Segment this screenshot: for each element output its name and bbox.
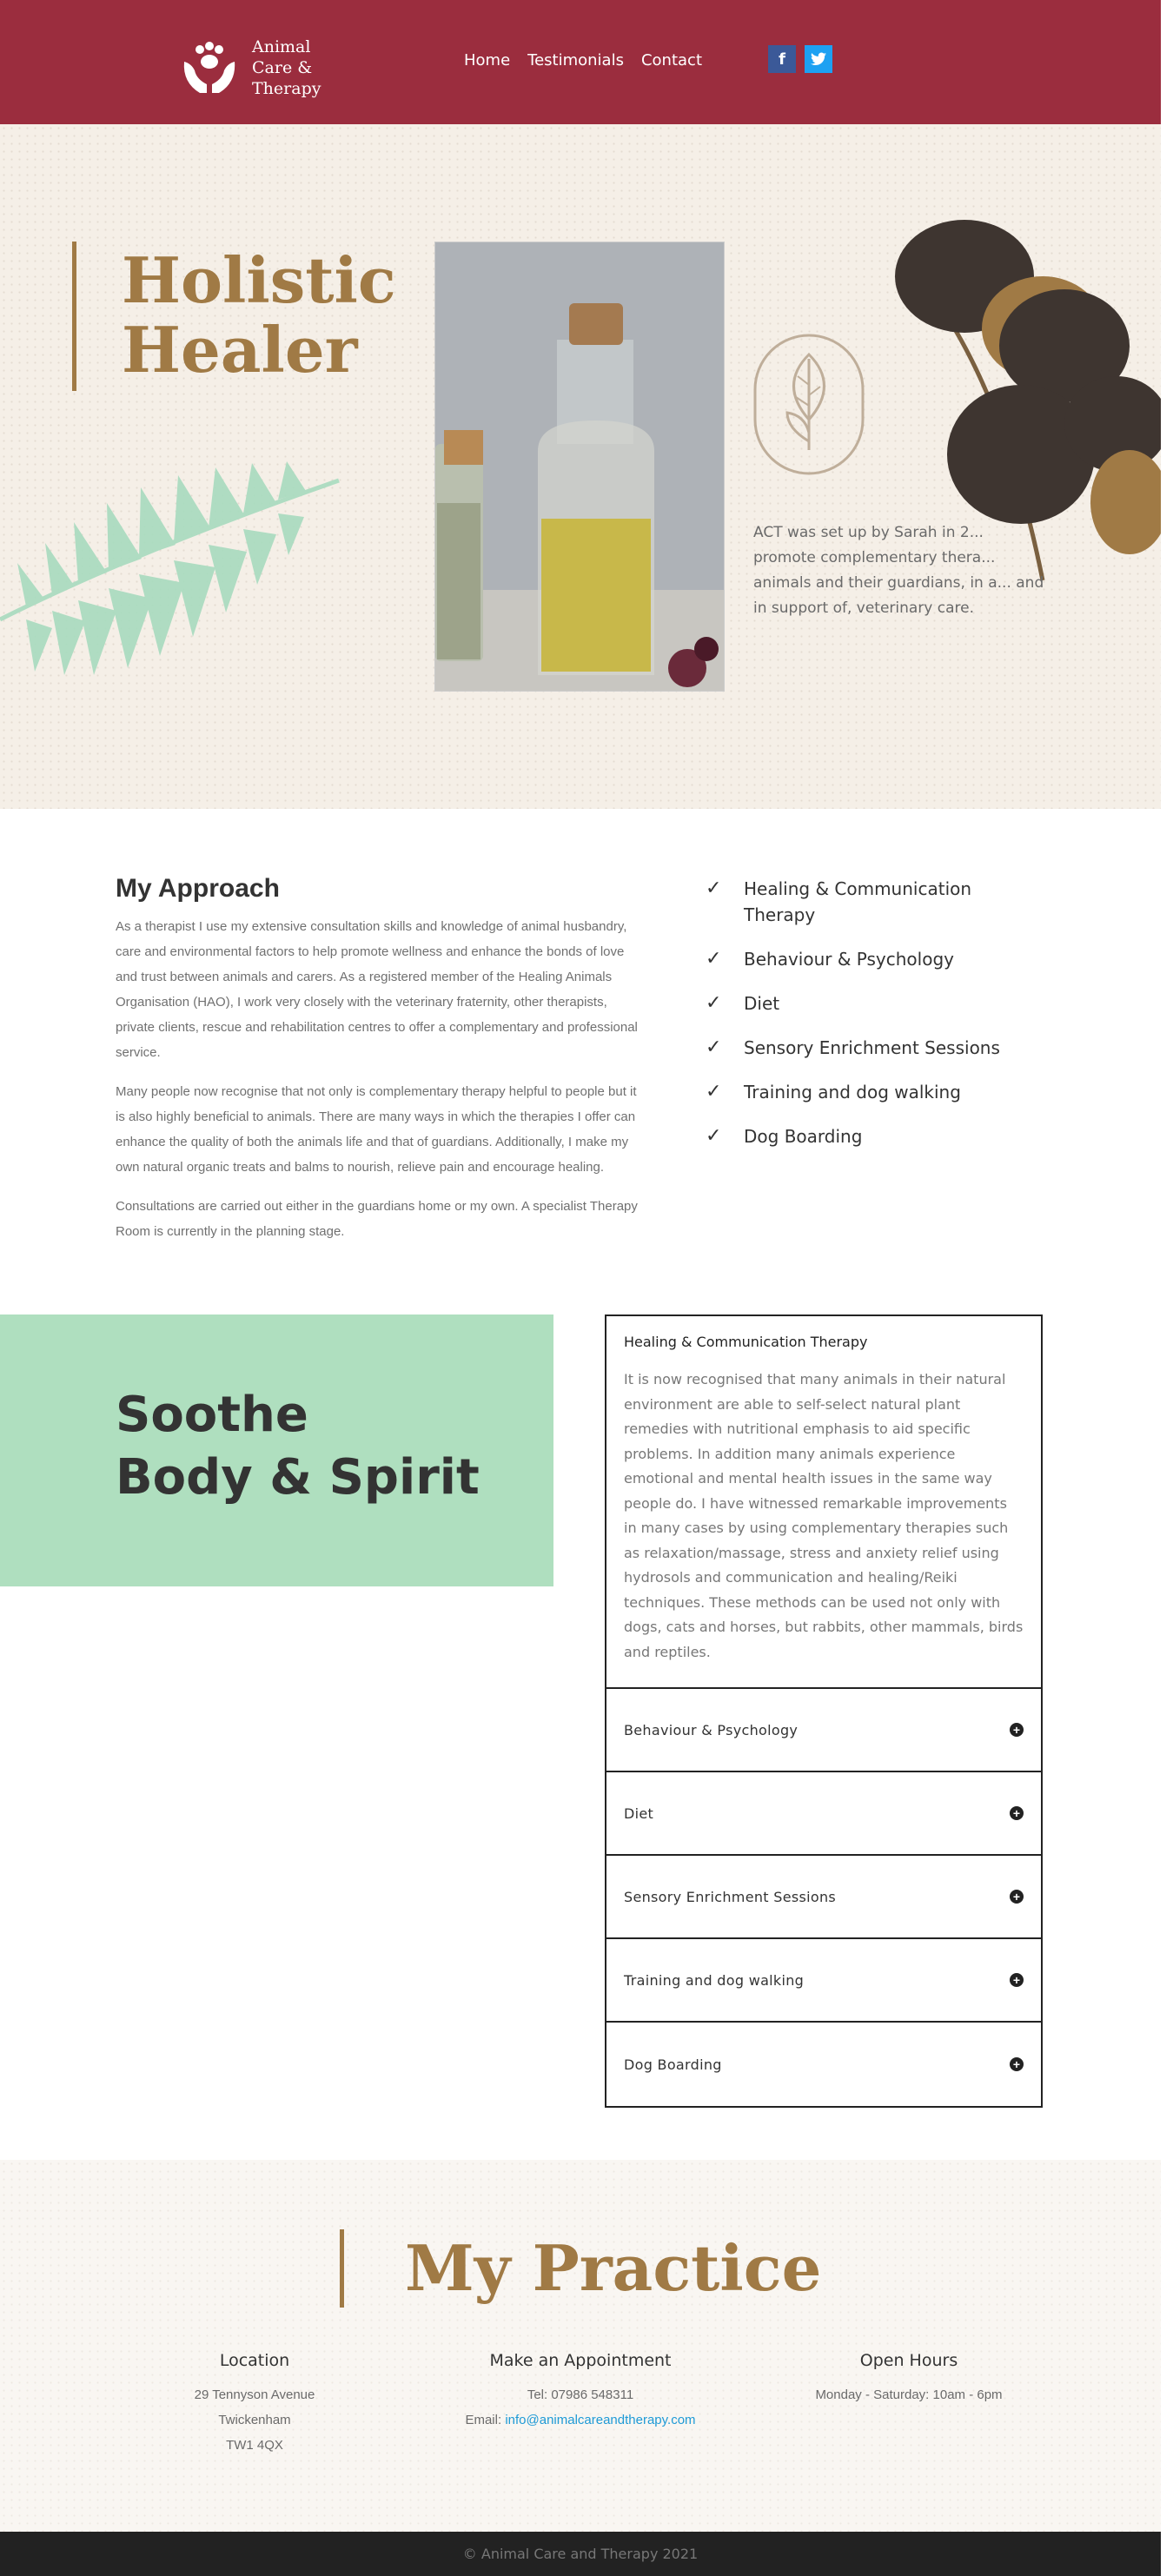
service-label: Behaviour & Psychology [744, 949, 954, 970]
fern-leaf-decoration [0, 446, 356, 724]
approach-paragraph: Consultations are carried out either in the guardians home or my own. A specialist Therapy Room is currently in the planning stage. [116, 1199, 638, 1239]
nav-home[interactable]: Home [464, 51, 511, 70]
essential-oil-bottles-photo [434, 242, 725, 692]
logo-line: Care & [252, 58, 313, 77]
plus-circle-icon[interactable]: + [1010, 1806, 1024, 1820]
practice-title: My Practice [405, 2231, 822, 2305]
logo-line: Therapy [252, 79, 321, 98]
email-link[interactable]: info@animalcareandtherapy.com [505, 2413, 696, 2427]
email-line [450, 2407, 711, 2433]
facebook-icon[interactable]: f [768, 45, 796, 73]
soothe-title-line: Body & Spirit [116, 1449, 480, 1506]
accordion-title[interactable]: Behaviour & Psychology [624, 1721, 799, 1738]
nav-contact[interactable]: Contact [640, 51, 702, 70]
service-item [706, 946, 1018, 972]
hero-title [122, 243, 396, 387]
checkmark-icon: ✓ [706, 948, 722, 970]
service-label: Healing & Communication Therapy [744, 878, 972, 925]
accordion-title[interactable]: Training and dog walking [624, 1971, 805, 1989]
plus-circle-icon[interactable]: + [1010, 2057, 1024, 2071]
service-item [706, 876, 1018, 928]
email-label: Email: [465, 2413, 502, 2427]
approach-paragraph: As a therapist I use my extensive consultation skills and knowledge of animal husbandry, care and environmental factors to help promote wellness and enhance the bonds of love and trust between animals and carers. As a registered member of the Healing Animals Organisation (HAO), I work very closely with the veterinary fraternity, other therapists, private clients, rescue and rehabilitation centres to offer a complementary and professional service. [116, 919, 638, 1060]
accordion-item[interactable] [606, 1939, 1041, 2023]
nav-testimonials[interactable]: Testimonials [527, 51, 624, 70]
plus-circle-icon[interactable]: + [1010, 1723, 1024, 1737]
service-item [706, 990, 1018, 1016]
checkmark-icon: ✓ [706, 1125, 722, 1147]
accordion-item[interactable] [606, 1772, 1041, 1856]
site-logo[interactable] [181, 36, 321, 99]
address-line: TW1 4QX [226, 2438, 283, 2453]
checkmark-icon: ✓ [706, 992, 722, 1014]
service-label: Diet [744, 993, 780, 1014]
location-heading: Location [219, 2351, 290, 2370]
soothe-title-line: Soothe [116, 1387, 308, 1443]
service-label: Training and dog walking [744, 1082, 961, 1103]
address-line: 29 Tennyson Avenue [194, 2387, 315, 2402]
hours-line: Monday - Saturday: 10am - 6pm [815, 2387, 1003, 2402]
service-item [706, 1079, 1018, 1105]
social-links [768, 45, 832, 73]
site-header [0, 0, 1161, 124]
plus-circle-icon[interactable]: + [1010, 1890, 1024, 1904]
hero-accent-bar [72, 242, 76, 391]
service-label: Dog Boarding [744, 1126, 863, 1147]
service-item [706, 1035, 1018, 1061]
phone-text: Tel: 07986 548311 [527, 2387, 634, 2402]
accordion-item-open[interactable] [606, 1316, 1041, 1689]
accordion-item[interactable] [606, 1689, 1041, 1772]
accordion-title[interactable]: Dog Boarding [624, 2056, 722, 2073]
accordion-body: It is now recognised that many animals in their natural environment are able to self-select natural plant remedies with nutritional emphasis to aid specific problems. In addition many animals experience emotional and mental health issues in the same way people do. I have witnessed remarkable improvements in many cases by using complementary therapies such as relaxation/massage, stress and anxiety relief using hydrosols and communication and healing/Reiki techniques. These methods can be used not only with dogs, cats and horses, but rabbits, other mammals, birds and reptiles. [624, 1371, 1024, 1660]
services-checklist [706, 876, 1018, 1168]
hero-title-line: Holistic [122, 243, 396, 317]
approach-paragraph: Many people now recognise that not only is complementary therapy helpful to people but it is also highly beneficial to animals. There are many ways in which the therapies I offer can enhance the quality of both the animals life and that of guardians. Additionally, I make my own natural organic treats and balms to nourish, relieve pain and encourage healing. [116, 1084, 637, 1175]
checkmark-icon: ✓ [706, 1081, 722, 1103]
accordion-item[interactable] [606, 1856, 1041, 1939]
accordion-item[interactable] [606, 2023, 1041, 2106]
twitter-icon[interactable] [805, 45, 832, 73]
logo-text [252, 36, 321, 99]
paw-hands-logo-icon [181, 39, 238, 96]
plus-circle-icon[interactable]: + [1010, 1973, 1024, 1987]
soothe-panel [0, 1314, 553, 1586]
checkmark-icon: ✓ [706, 877, 722, 899]
services-accordion [605, 1314, 1043, 2108]
logo-line: Animal [252, 37, 311, 56]
site-footer [0, 2532, 1161, 2576]
accordion-title[interactable]: Healing & Communication Therapy [624, 1334, 868, 1350]
service-item [706, 1123, 1018, 1149]
copyright-text: © Animal Care and Therapy 2021 [462, 2546, 699, 2562]
service-label: Sensory Enrichment Sessions [744, 1037, 1000, 1058]
approach-title: My Approach [116, 874, 280, 903]
hours-heading: Open Hours [859, 2351, 958, 2370]
location-column [124, 2351, 385, 2458]
checkmark-icon: ✓ [706, 1036, 722, 1058]
appointment-heading: Make an Appointment [489, 2351, 672, 2370]
leaf-emblem-icon [752, 333, 865, 476]
hero-intro-text: ACT was set up by Sarah in 2... promote complementary thera... animals and their guardians, in a... and in support of, veterinary care. [753, 524, 1044, 617]
hours-column [779, 2351, 1039, 2407]
hero-title-line: Healer [122, 313, 358, 387]
practice-accent-bar [340, 2229, 344, 2308]
soothe-title [116, 1384, 480, 1509]
address-line: Twickenham [218, 2413, 291, 2427]
accordion-title[interactable]: Sensory Enrichment Sessions [624, 1888, 837, 1905]
hero-section [0, 124, 1161, 809]
main-nav [464, 51, 719, 70]
accordion-title[interactable]: Diet [624, 1805, 654, 1822]
practice-section [0, 2160, 1161, 2532]
approach-body [116, 914, 647, 1258]
appointment-column [450, 2351, 711, 2433]
